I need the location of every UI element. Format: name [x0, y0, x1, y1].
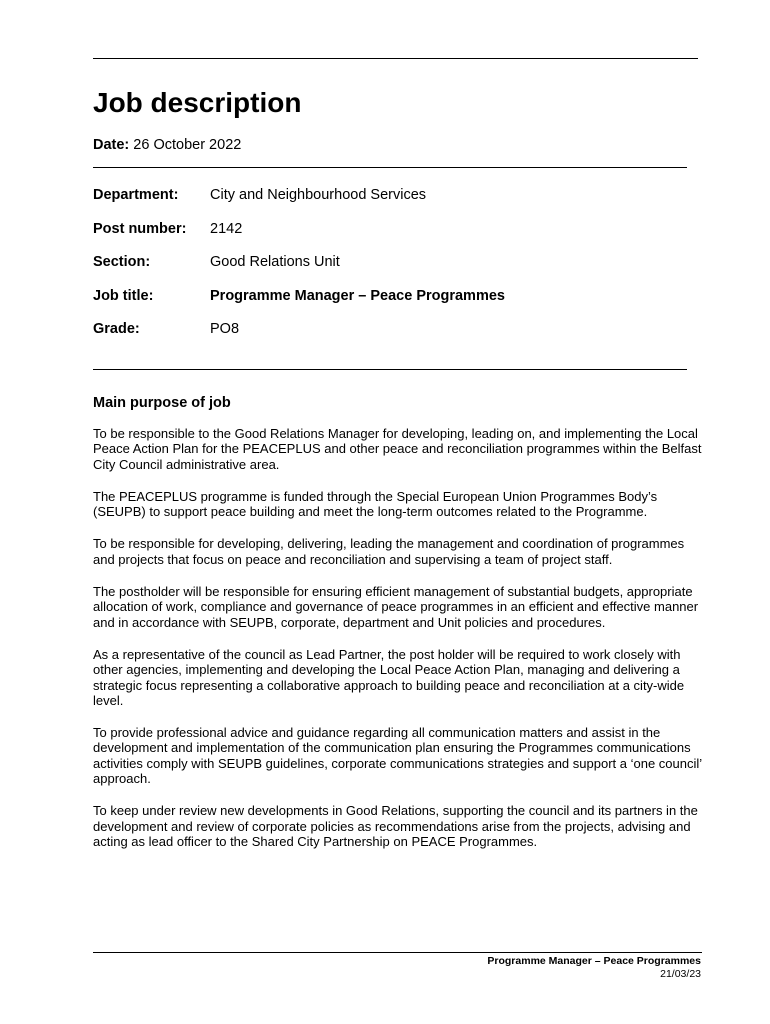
field-value: City and Neighbourhood Services: [210, 187, 427, 203]
top-rule: [93, 58, 698, 59]
field-value: 2142: [210, 221, 243, 237]
field-section: [93, 253, 340, 271]
paragraph: To be responsible to the Good Relations Manager for developing, leading on, and implementing the Local Peace Action Plan for the PEACEPLUS and other peace and reconciliation programmes within the Belfast City Council administrative area.: [93, 426, 702, 472]
field-label: Job title:: [93, 288, 154, 304]
paragraph: To be responsible for developing, delivering, leading the management and coordination of programmes and projects that focus on peace and reconciliation and supervising a team of project staff.: [93, 536, 685, 567]
main-purpose-heading: Main purpose of job: [93, 395, 231, 411]
paragraph: As a representative of the council as Lead Partner, the post holder will be required to work closely with other agencies, implementing and developing the Local Peace Action Plan, managing and delivering a strategic focus representing a collaborative approach to building peace and reconciliation at a city-wide level.: [93, 646, 685, 708]
field-job-title: [93, 287, 505, 305]
header-separator: [93, 167, 687, 168]
field-value: PO8: [210, 321, 240, 337]
date-label: Date:: [93, 137, 130, 153]
field-value: Programme Manager – Peace Programmes: [210, 288, 505, 304]
field-label: Section:: [93, 254, 151, 270]
paragraph: The postholder will be responsible for ensuring efficient management of substantial budgets, appropriate allocation of work, compliance and governance of peace programmes in an efficient and effective manner and in accordance with SEUPB, corporate, department and Unit policies and procedures.: [93, 584, 699, 630]
date-value: 26 October 2022: [133, 137, 242, 153]
document-date: [93, 136, 241, 154]
page-title: Job description: [93, 87, 302, 118]
paragraph: To keep under review new developments in Good Relations, supporting the council and its partners in the development and review of corporate policies as recommendations arise from the projects, advising and acting as lead officer to the Shared City Partnership on PEACE Programmes.: [93, 803, 698, 849]
field-grade: [93, 320, 239, 338]
field-label: Post number:: [93, 221, 187, 237]
field-value: Good Relations Unit: [210, 254, 340, 270]
footer-title: Programme Manager – Peace Programmes: [487, 955, 701, 967]
field-label: Department:: [93, 187, 179, 203]
fields-separator: [93, 369, 687, 370]
field-label: Grade:: [93, 321, 140, 337]
paragraph: The PEACEPLUS programme is funded through the Special European Union Programmes Body’s (SEUPB) to support peace building and meet the long-term outcomes related to the Programme.: [93, 488, 658, 520]
page-footer: [487, 955, 701, 980]
main-purpose-body: [93, 426, 703, 866]
field-department: [93, 186, 426, 204]
footer-rule: [93, 952, 702, 953]
field-post-number: [93, 220, 242, 238]
footer-date: 21/03/23: [660, 967, 701, 980]
paragraph: To provide professional advice and guidance regarding all communication matters and assist in the development and implementation of the communication plan ensuring the Programmes communications activities comply with SEUPB guidelines, corporate communications strategies and support a ‘one council’ approach.: [93, 725, 702, 787]
